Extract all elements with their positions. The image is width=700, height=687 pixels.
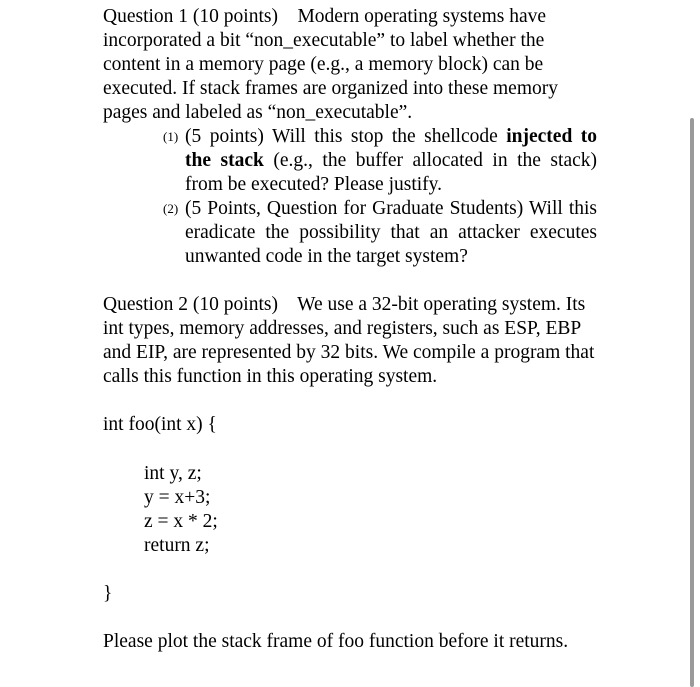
final-instruction: Please plot the stack frame of foo function before it returns.: [103, 631, 569, 652]
question-1-heading: Question 1 (10 points): [103, 6, 278, 27]
question-2-paragraph: [103, 293, 598, 389]
question-1-part-1: [163, 125, 597, 197]
part-2-number: (2): [163, 201, 179, 216]
vertical-scrollbar[interactable]: [690, 118, 694, 687]
part-1-rest: (e.g., the buffer allocated in the stack) from be executed? Please justify.: [185, 150, 597, 195]
question-2-heading: Question 2 (10 points): [103, 294, 278, 315]
question-1-text: Modern operating systems have incorporated a bit “non_executable” to label whether the content in a memory page (e.g., a memory block) can be executed. If stack frames are organized into these memory pages and labeled as “non_executable”.: [103, 6, 558, 123]
code-signature: int foo(int x) {: [103, 414, 217, 435]
question-1-paragraph: [103, 5, 593, 125]
part-2-text: (5 Points, Question for Graduate Students) Will this eradicate the possibility that an attacker executes unwanted code in the target system?: [185, 198, 597, 267]
question-2-text: We use a 32-bit operating system. Its int types, memory addresses, and registers, such as ESP, EBP and EIP, are represented by 32 bits. We compile a program that calls this function in this operating system.: [103, 294, 595, 387]
part-1-lead: (5 points) Will this stop the shellcode: [185, 126, 498, 147]
code-line: return z;: [144, 535, 210, 556]
part-1-number: (1): [163, 129, 179, 144]
code-line: y = x+3;: [144, 487, 211, 508]
code-closing-brace: }: [103, 583, 113, 604]
code-line: z = x * 2;: [144, 511, 218, 532]
code-line: int y, z;: [144, 463, 202, 484]
part-1-bold-phrase: injected to the stack: [185, 126, 597, 171]
question-1-part-2: [163, 197, 597, 269]
